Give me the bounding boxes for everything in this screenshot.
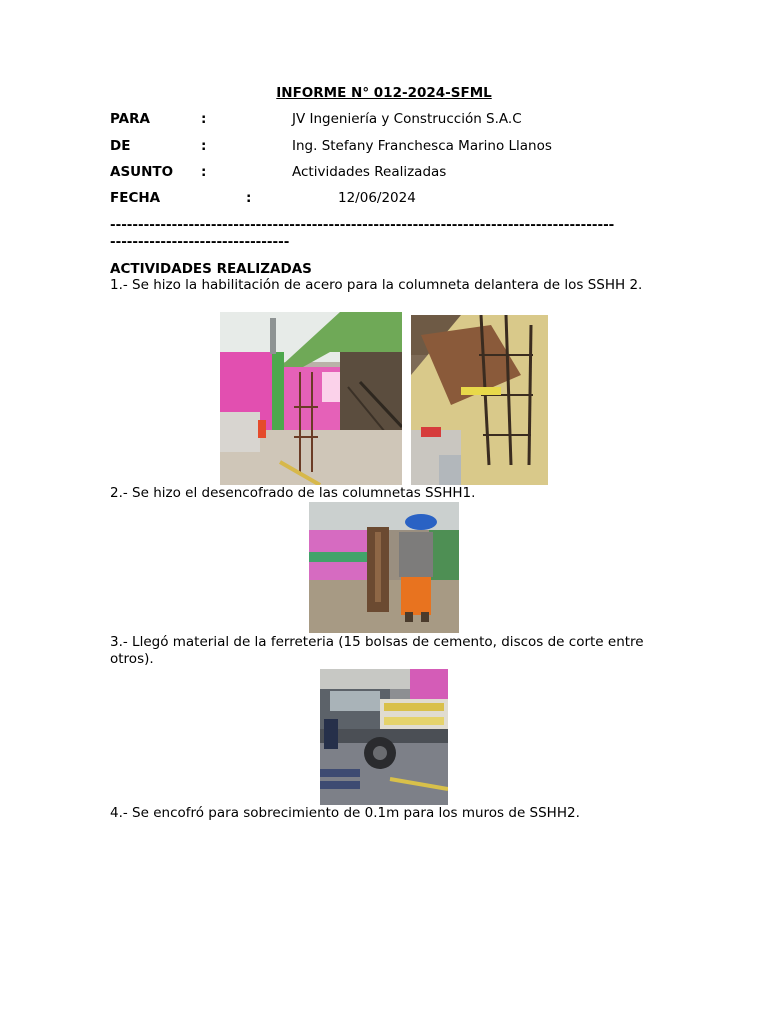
divider-line: ------------------------------------------------------------------------------------------	[110, 217, 615, 233]
activity-1-text: 1.- Se hizo la habilitación de acero para la columneta delantera de los SSHH 2.	[110, 277, 643, 293]
section-heading: ACTIVIDADES REALIZADAS	[110, 261, 312, 277]
de-label: DE	[110, 138, 131, 154]
fecha-separator: :	[246, 190, 252, 206]
de-separator: :	[201, 138, 207, 154]
activity-3-text: 3.- Llegó material de la ferreteria (15 bolsas de cemento, discos de corte entre otros).	[110, 634, 644, 667]
para-separator: :	[201, 111, 207, 127]
photo-material-truck	[320, 669, 448, 805]
photo-rebar-closeup	[411, 315, 548, 485]
divider-line-continued: --------------------------------	[110, 234, 290, 250]
fecha-value: 12/06/2024	[338, 190, 416, 206]
activity-2-text: 2.- Se hizo el desencofrado de las columnetas SSHH1.	[110, 485, 476, 501]
report-title: INFORME N° 012-2024-SFML	[276, 85, 492, 101]
de-value: Ing. Stefany Franchesca Marino Llanos	[292, 138, 552, 154]
asunto-value: Actividades Realizadas	[292, 164, 447, 180]
photo-columneta-rebar-site	[220, 312, 402, 485]
para-value: JV Ingeniería y Construcción S.A.C	[292, 111, 522, 127]
activity-4-text: 4.- Se encofró para sobrecimiento de 0.1m para los muros de SSHH2.	[110, 805, 580, 821]
asunto-label: ASUNTO	[110, 164, 174, 180]
fecha-label: FECHA	[110, 190, 161, 206]
para-label: PARA	[110, 111, 150, 127]
asunto-separator: :	[201, 164, 207, 180]
photo-desencofrado-worker	[309, 502, 459, 633]
